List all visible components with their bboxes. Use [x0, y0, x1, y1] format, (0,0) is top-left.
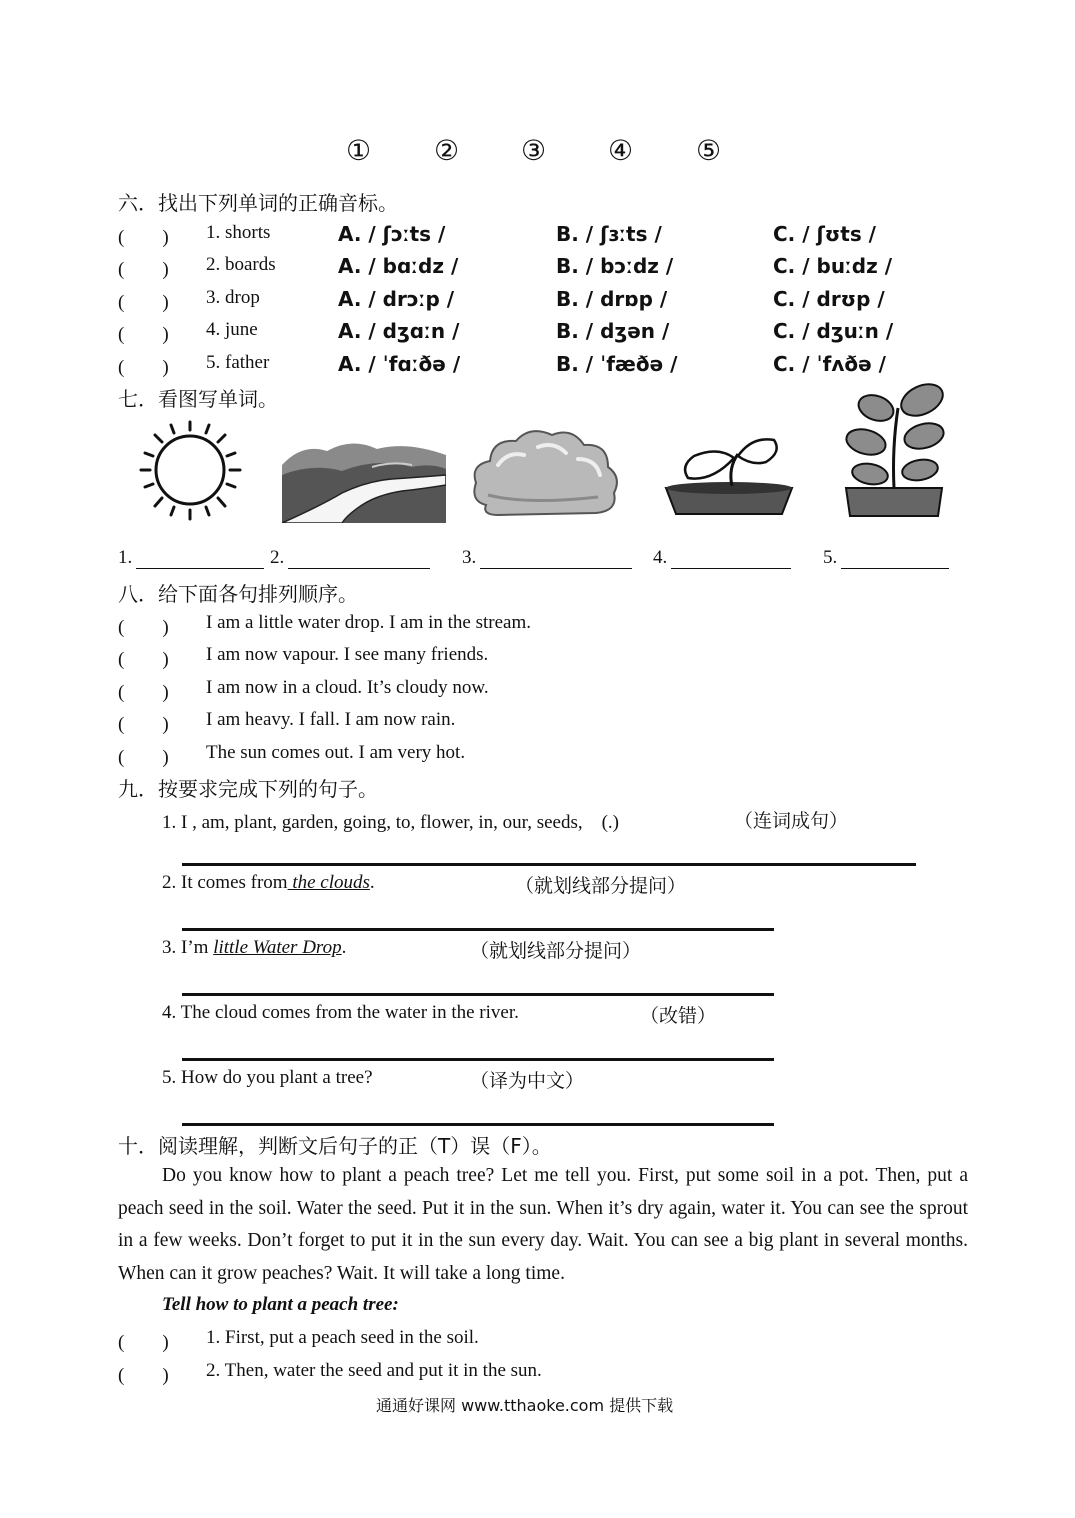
river-icon — [282, 435, 446, 523]
option-b: B. / bɔːdz / — [556, 254, 674, 278]
section9-title: 九．按要求完成下列的句子。 — [118, 777, 378, 801]
q1-answer-line[interactable] — [182, 863, 916, 866]
q3-hint: （就划线部分提问） — [470, 940, 642, 962]
answer-paren[interactable]: ( ) — [118, 227, 169, 248]
blank-label-3: 3. — [462, 547, 477, 568]
option-b: B. / dʒən / — [556, 319, 670, 343]
order-sentence-3: I am now in a cloud. It’s cloudy now. — [206, 677, 489, 698]
blank-label-1: 1. — [118, 547, 133, 568]
answer-line-3[interactable] — [480, 568, 632, 569]
word: 5. father — [206, 352, 270, 373]
option-a: A. / dʒɑːn / — [338, 319, 460, 343]
order-sentence-2: I am now vapour. I see many friends. — [206, 644, 489, 665]
order-sentence-1: I am a little water drop. I am in the stream. — [206, 612, 531, 633]
tf-statement-2: 2. Then, water the seed and put it in the sun. — [206, 1360, 542, 1381]
circled-number-1: ① — [346, 134, 372, 167]
blank-label-5: 5. — [823, 547, 838, 568]
q5-text: 5. How do you plant a tree? — [162, 1067, 373, 1088]
section10-title: 十．阅读理解，判断文后句子的正（T）误（F）。 — [118, 1134, 552, 1158]
word: 4. june — [206, 319, 258, 340]
option-b: B. / drɒp / — [556, 287, 668, 311]
reading-subtitle: Tell how to plant a peach tree: — [162, 1294, 399, 1315]
q1-text: 1. I , am, plant, garden, going, to, flower, in, our, seeds, (.) — [162, 812, 620, 833]
option-c: C. / ˈfʌðə / — [773, 352, 886, 376]
option-c: C. / drʊp / — [773, 287, 885, 311]
sun-icon — [138, 420, 248, 522]
word: 3. drop — [206, 287, 260, 308]
option-a: A. / bɑːdz / — [338, 254, 459, 278]
answer-paren[interactable]: ( ) — [118, 747, 169, 768]
q4-answer-line[interactable] — [182, 1058, 774, 1061]
option-a: A. / ʃɔːts / — [338, 222, 446, 246]
section7-title: 七．看图写单词。 — [118, 387, 278, 411]
answer-line-2[interactable] — [288, 568, 430, 569]
q3-underlined: little Water Drop — [213, 937, 342, 958]
q2-text: 2. It comes from the clouds. — [162, 872, 375, 893]
order-sentence-4: I am heavy. I fall. I am now rain. — [206, 709, 456, 730]
section6-title: 六．找出下列单词的正确音标。 — [118, 191, 398, 215]
answer-line-5[interactable] — [841, 568, 949, 569]
plant-icon — [842, 378, 950, 518]
circled-number-3: ③ — [521, 134, 547, 167]
q4-hint: （改错） — [640, 1005, 717, 1027]
answer-paren[interactable]: ( ) — [118, 259, 169, 280]
answer-paren[interactable]: ( ) — [118, 324, 169, 345]
answer-paren[interactable]: ( ) — [118, 1332, 169, 1353]
option-c: C. / dʒuːn / — [773, 319, 894, 343]
blank-label-4: 4. — [653, 547, 668, 568]
q2-underlined: the clouds — [287, 872, 370, 893]
footer-text: 通通好课网 www.tthaoke.com 提供下载 — [376, 1396, 674, 1415]
q2-answer-line[interactable] — [182, 928, 774, 931]
answer-paren[interactable]: ( ) — [118, 1365, 169, 1386]
reading-passage: Do you know how to plant a peach tree? Let me tell you. First, put some soil in a pot. Then, put a peach seed in the soil. Water the seed. Put it in the sun. When it’s dry again, water it. You can see the sprout in a few weeks. Don’t forget to put it in the sun every day. Wait. You can see a big plant in several months. When can it grow peaches? Wait. It will take a long time. — [118, 1165, 968, 1284]
section8-title: 八．给下面各句排列顺序。 — [118, 582, 358, 606]
q3-text: 3. I’m little Water Drop. — [162, 937, 347, 958]
q5-hint: （译为中文） — [470, 1070, 585, 1092]
answer-paren[interactable]: ( ) — [118, 714, 169, 735]
answer-paren[interactable]: ( ) — [118, 649, 169, 670]
order-sentence-5: The sun comes out. I am very hot. — [206, 742, 466, 763]
q5-answer-line[interactable] — [182, 1123, 774, 1126]
answer-paren[interactable]: ( ) — [118, 617, 169, 638]
option-a: A. / ˈfɑːðə / — [338, 352, 461, 376]
answer-line-4[interactable] — [671, 568, 791, 569]
option-b: B. / ʃɜːts / — [556, 222, 662, 246]
tf-statement-1: 1. First, put a peach seed in the soil. — [206, 1327, 479, 1348]
answer-paren[interactable]: ( ) — [118, 292, 169, 313]
answer-line-1[interactable] — [136, 568, 264, 569]
q1-hint: （连词成句） — [734, 810, 849, 832]
circled-number-5: ⑤ — [696, 134, 722, 167]
cloud-icon — [468, 425, 622, 519]
circled-number-4: ④ — [608, 134, 634, 167]
answer-paren[interactable]: ( ) — [118, 682, 169, 703]
option-a: A. / drɔːp / — [338, 287, 455, 311]
sprout-icon — [662, 428, 796, 516]
circled-number-2: ② — [434, 134, 460, 167]
q4-text: 4. The cloud comes from the water in the river. — [162, 1002, 519, 1023]
option-c: C. / ʃʊts / — [773, 222, 876, 246]
option-b: B. / ˈfæðə / — [556, 352, 678, 376]
option-c: C. / buːdz / — [773, 254, 893, 278]
answer-paren[interactable]: ( ) — [118, 357, 169, 378]
blank-label-2: 2. — [270, 547, 285, 568]
word: 2. boards — [206, 254, 276, 275]
q2-hint: （就划线部分提问） — [515, 875, 687, 897]
word: 1. shorts — [206, 222, 271, 243]
q3-answer-line[interactable] — [182, 993, 774, 996]
